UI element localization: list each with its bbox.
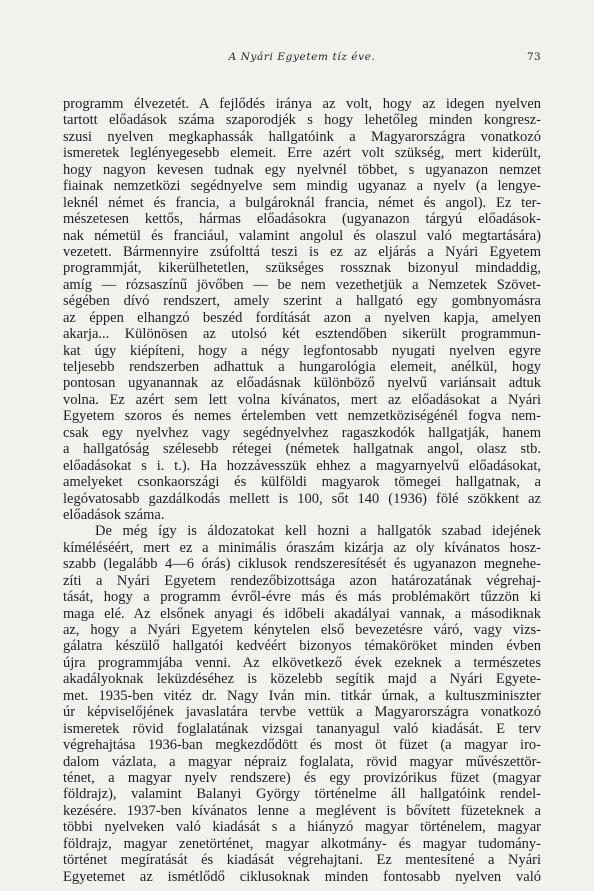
text-line: előadások száma.: [63, 506, 165, 523]
text-line: programm élvezetét. A fejlődés iránya az volt, hogy az idegen nyelven: [63, 96, 541, 112]
page-number: 73: [527, 51, 541, 63]
text-line: fiainak nemzetközi segédnyelve sem mindig ugyanaz a nyelv (a lengye-: [63, 178, 541, 195]
text-line: kat úgy kiépíteni, hogy a négy legfontosabb nyugati nyelven egyre: [63, 342, 541, 359]
text-line: többi nyelveken való kiadását s a hiányzó magyar történelem, magyar: [63, 819, 541, 836]
text-line: tartott előadások száma szaporodjék s hogy lehetőleg minden kongresz-: [63, 112, 541, 129]
text-line: met. 1935-ben vitéz dr. Nagy Iván min. titkár úrnak, a kultuszminiszter: [63, 687, 541, 704]
text-line: ismeretek leglényegesebb elemeit. Erre azért volt szükség, mert kiderült,: [63, 145, 541, 162]
text-line: újra programmjába venni. Az elkövetkező évek ezeknek a természetes: [63, 654, 541, 671]
text-line: volna. Ez azért sem lett volna kívánatos, mert az előadásokat a Nyári: [63, 391, 541, 408]
text-line: kezésére. 1937-ben kívánatos lenne a meglévent is bővített füzeteknek a: [63, 802, 541, 819]
text-line: történet megíratását és kiadását végrehajtani. Ez mentesítené a Nyári: [63, 852, 541, 869]
text-line: kíméléséért, mert ez a minimális óraszám kizárja az oly kívánatos hosz-: [63, 539, 541, 556]
text-line: földrajz), valamint Balanyi György történelme áll hallgatóink rendel-: [63, 786, 541, 803]
text-line: legóvatosabb gazdálkodás mellett is 100, sőt 140 (1936) fölé szökkent az: [63, 490, 541, 507]
text-line: mészetesen kettős, hármas előadásokra (ugyanazon tárgyú előadások-: [63, 211, 541, 228]
text-line: teljesebb rendszerben adhattuk a hungarológia elemeit, anélkül, hogy: [63, 359, 541, 375]
text-line: ismeretek rövid foglalatának vizsgai tananyagul való kiadását. E terv: [63, 720, 541, 737]
text-line: akarja... Különösen az utolsó két esztendőben sikerült programmun-: [63, 326, 541, 343]
text-line: földrajz, magyar zenetörténet, magyar alkotmány- és magyar tudomány-: [63, 835, 541, 852]
text-line: szabb (legalább 4—6 órás) ciklusok rendszeresítését és ugyanazon megnehe-: [63, 556, 541, 573]
text-line: előadásokat s i. t.). Ha hozzávesszük ehhez a magyarnyelvű előadásokat,: [63, 457, 541, 474]
text-line: dalom vázlata, a magyar népraiz foglalata, rövid magyar művészettör-: [63, 753, 541, 770]
text-line: szusi nyelven megkaphassák hallgatóink a Magyarországra vonatkozó: [63, 128, 541, 145]
text-line: az éppen elhangzó beszéd fordítását azon a nyelven kapja, amelyen: [63, 309, 541, 326]
text-line: amelyeket csonkaországi és külföldi magyarok tömegei hallgatnak, a: [63, 474, 541, 491]
text-line: ténet, a magyar nyelv rendszere) és egy provizórikus füzet (magyar: [63, 769, 541, 786]
text-line: De még így is áldozatokat kell hozni a hallgatók szabad idejének: [95, 523, 541, 540]
text-line: hogy nagyon kevesen tudnak egy nyelvnél többet, s ugyanazon nemzet: [63, 161, 541, 178]
text-line: vezetett. Bármennyire zsúfolttá teszi is ez az eljárás a Nyári Egyetem: [63, 243, 541, 260]
text-line: csak egy nyelvhez vagy segédnyelvhez ragaszkodók hallgatják, hanem: [63, 424, 541, 441]
text-line: maga elé. Az elsőnek anyagi és időbeli akadályai vannak, a másodiknak: [63, 605, 541, 622]
text-line: az, hogy a Nyári Egyetem kénytelen első bevezetésre váró, vagy vizs-: [63, 622, 541, 638]
text-line: gálatra készülő hallgatói kedvéért bizonyos témaköröket minden évben: [63, 638, 541, 655]
running-title: A Nyári Egyetem tíz éve.: [228, 51, 376, 63]
text-line: zíti a Nyári Egyetem rendezőbizottsága azon határozatának végrehaj-: [63, 572, 541, 589]
text-line: pontosan ugyanannak az előadásnak különböző nyelvű variánsait adtuk: [63, 375, 541, 392]
text-line: Egyetemet az ismétlődő ciklusoknak minden fontosabb nyelven való: [63, 868, 541, 885]
running-header: [63, 51, 541, 67]
text-line: amíg — rózsaszínű jövőben — be nem vezethetjük a Nemzetek Szövet-: [63, 276, 541, 293]
text-line: ségében dívó rendszert, amely szerint a hallgató egy gombnyomásra: [63, 293, 541, 310]
text-line: Egyetem szoros és nemes értelemben vett nemzetköziségénél fogva nem-: [63, 408, 541, 425]
text-line: tását, hogy a programm évről-évre más és más problémakört tűzzön ki: [63, 589, 541, 606]
text-line: végrehajtása 1936-ban megkezdődött és most öt füzet (a magyar iro-: [63, 737, 541, 754]
text-line: úr képviselőjének javaslatára tervbe vettük a Magyarországra vonatkozó: [63, 704, 541, 721]
text-line: akadályoknak leküzdéséhez is közelebb segítik majd a Nyári Egyete-: [63, 671, 541, 688]
text-line: programmját, kikerülhetetlen, szükséges rossznak bizonyul mindaddig,: [63, 260, 541, 277]
text-line: a hallgatóság szélesebb rétegei (németek hallgatnak angol, olasz stb.: [63, 441, 541, 458]
body-text: [63, 96, 541, 885]
text-line: leknél német és francia, a bulgároknál francia, német és angol). Ez ter-: [63, 194, 541, 211]
text-line: nak németül és franciául, valamint angolul és olaszul való megtartására): [63, 227, 541, 244]
